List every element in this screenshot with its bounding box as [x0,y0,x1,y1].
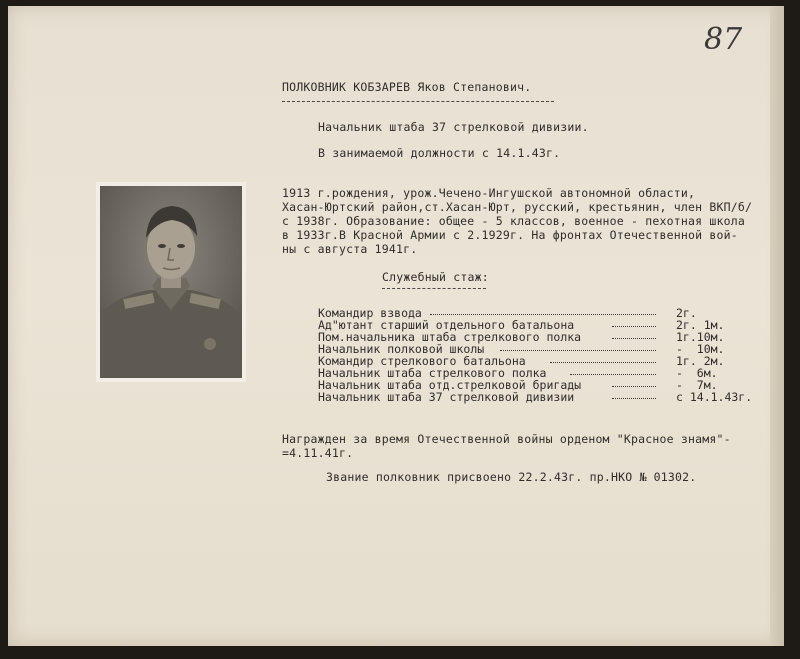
portrait-photo [100,186,242,378]
service-row-position: Начальник штаба отд.стрелковой бригады [318,378,582,392]
bio-line-5: ны с августа 1941г. [282,242,418,256]
service-row [318,318,738,330]
service-title-underline [382,288,486,289]
leader-dots [612,378,656,387]
service-row-position: Командир стрелкового батальона [318,354,526,368]
leader-dots [612,390,656,399]
bio-line-1: 1913 г.рождения, урож.Чечено-Ингушской автономной области, [282,186,696,200]
bio-line-3: с 1938г. Образование: общее - 5 классов, военное - пехотная школа [282,214,746,228]
award-line-2: =4.11.41г. [282,446,354,460]
leader-dots [612,318,656,327]
service-row-duration: - 7м. [676,378,718,392]
service-row-duration: 2г. [676,306,697,320]
service-row-duration: - 10м. [676,342,725,356]
page-number: 87 [704,22,743,57]
service-row-position: Ад"ютант старший отдельного батальона [318,318,575,332]
service-row [318,330,738,342]
leader-dots [612,330,656,339]
current-position: Начальник штаба 37 стрелковой дивизии. [318,120,589,134]
service-row-position: Командир взвода [318,306,422,320]
service-row [318,378,738,390]
service-row-duration: - 6м. [676,366,718,380]
service-row-position: Начальник штаба стрелкового полка [318,366,547,380]
service-row [318,306,738,318]
position-since: В занимаемой должности с 14.1.43г. [318,146,561,160]
service-row-duration: с 14.1.43г. [676,390,753,404]
service-row-duration: 1г. 2м. [676,354,725,368]
service-row-duration: 2г. 1м. [676,318,725,332]
service-row [318,390,753,404]
service-row-position: Начальник полковой школы [318,342,485,356]
leader-dots [570,366,656,375]
page-edge [770,6,784,646]
award-line-1: Награжден за время Отечественной войны орденом "Красное знамя"- [282,432,731,446]
service-row [318,366,738,378]
rank-assignment: Звание полковник присвоено 22.2.43г. пр.НКО № 01302. [326,470,697,484]
service-row [318,342,738,354]
leader-dots [500,342,656,351]
service-row-duration: 1г.10м. [676,330,725,344]
leader-dots [550,354,656,363]
bio-line-2: Хасан-Юртский район,ст.Хасан-Юрт, русский, крестьянин, член ВКП/б/ [282,200,753,214]
service-row-position: Начальник штаба 37 стрелковой дивизии [318,390,575,404]
service-row-position: Пом.начальника штаба стрелкового полка [318,330,582,344]
person-name: ПОЛКОВНИК КОБЗАРЕВ Яков Степанович. [282,80,532,94]
name-underline [282,101,554,102]
service-title: Служебный стаж: [382,270,489,284]
service-row [318,354,738,366]
bio-line-4: в 1933г.В Красной Армии с 2.1929г. На фронтах Отечественной вой- [282,228,738,242]
leader-dots [430,306,656,315]
